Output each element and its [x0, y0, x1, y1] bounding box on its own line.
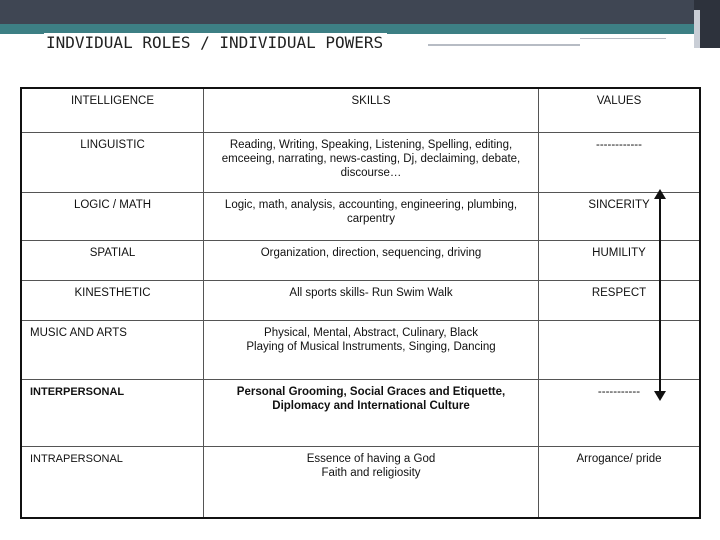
intelligence-cell: MUSIC AND ARTS: [21, 320, 204, 379]
double-headed-arrow-icon: [654, 189, 666, 401]
table-row: [21, 192, 700, 240]
table-header-row: [21, 88, 700, 132]
skills-line: Playing of Musical Instruments, Singing, Dancing: [246, 340, 496, 353]
values-cell: Arrogance/ pride: [539, 446, 701, 518]
values-cell: SINCERITY: [539, 192, 701, 240]
skills-cell: Logic, math, analysis, accounting, engineering, plumbing, carpentry: [204, 192, 539, 240]
values-cell: -----------: [539, 379, 701, 446]
skills-cell: Organization, direction, sequencing, driving: [204, 240, 539, 280]
values-cell: ------------: [539, 132, 701, 192]
values-cell: HUMILITY: [539, 240, 701, 280]
header-intelligence: INTELLIGENCE: [21, 88, 204, 132]
header-values: VALUES: [539, 88, 701, 132]
intelligence-cell: INTRAPERSONAL: [21, 446, 204, 518]
title-rule: [428, 44, 580, 46]
roles-table: [20, 87, 701, 519]
table-row: [21, 446, 700, 518]
table-row: [21, 379, 700, 446]
skills-line: Faith and religiosity: [321, 466, 421, 479]
skills-cell: [204, 446, 539, 518]
skills-cell: Reading, Writing, Speaking, Listening, Spelling, editing, emceeing, narrating, news-casting, Dj, declaiming, debate, discourse…: [204, 132, 539, 192]
table-row: [21, 280, 700, 320]
skills-cell: [204, 320, 539, 379]
intelligence-cell: KINESTHETIC: [21, 280, 204, 320]
skills-cell: Personal Grooming, Social Graces and Etiquette, Diplomacy and International Culture: [204, 379, 539, 446]
title-rule-thin: [580, 38, 666, 39]
skills-cell: All sports skills- Run Swim Walk: [204, 280, 539, 320]
header-skills: SKILLS: [204, 88, 539, 132]
page-title: INDVIDUAL ROLES / INDIVIDUAL POWERS: [44, 33, 387, 52]
values-cell: [539, 320, 701, 379]
intelligence-cell: INTERPERSONAL: [21, 379, 204, 446]
intelligence-cell: LOGIC / MATH: [21, 192, 204, 240]
skills-line: Physical, Mental, Abstract, Culinary, Black: [264, 326, 478, 339]
table-row: [21, 240, 700, 280]
header-bar: [0, 0, 720, 24]
values-cell: RESPECT: [539, 280, 701, 320]
table-row: [21, 320, 700, 379]
table-row: [21, 132, 700, 192]
skills-line: Essence of having a God: [306, 452, 436, 465]
intelligence-cell: SPATIAL: [21, 240, 204, 280]
header-corner-stripe: [694, 10, 700, 48]
intelligence-cell: LINGUISTIC: [21, 132, 204, 192]
